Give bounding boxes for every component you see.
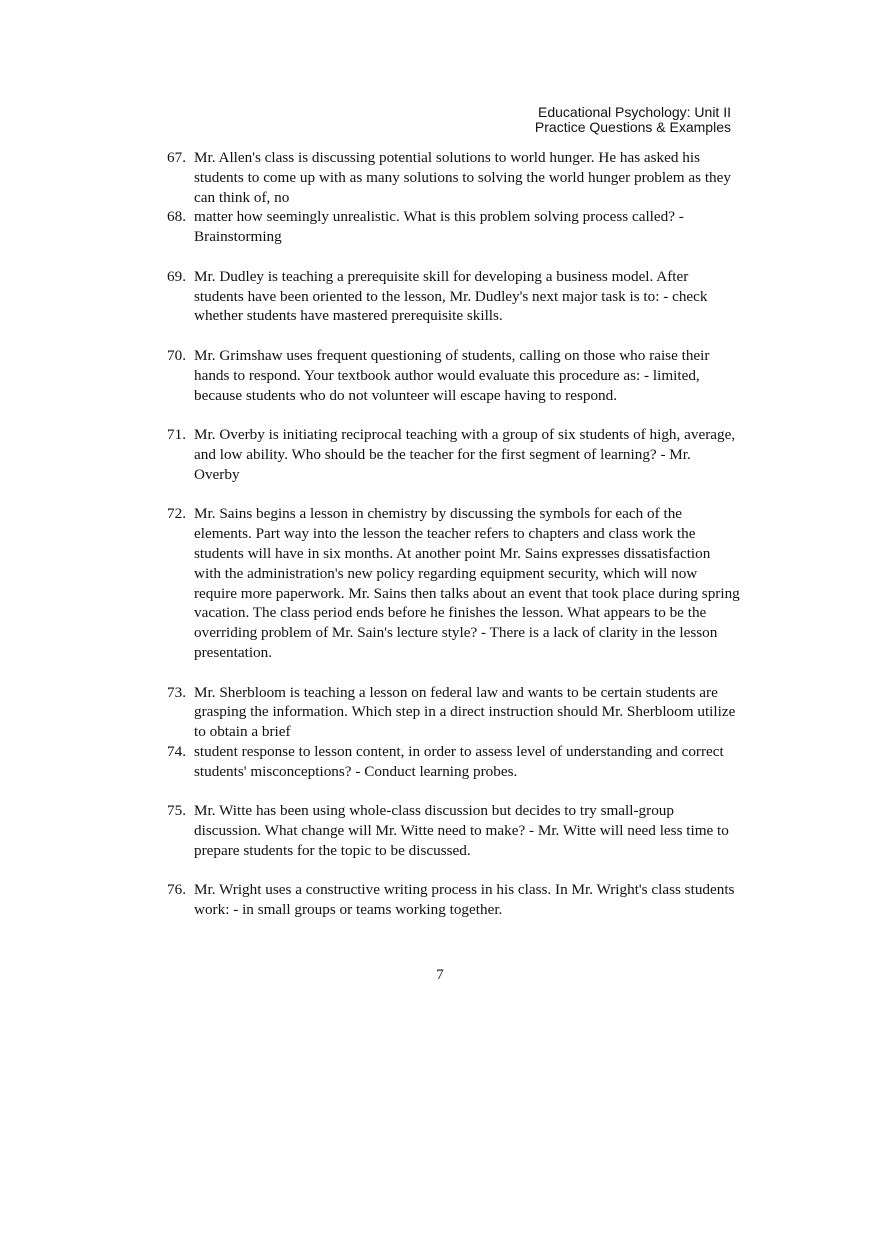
question-text-line: because students who do not volunteer will escape having to respond. — [194, 386, 618, 404]
question-item — [167, 148, 747, 207]
question-text-line: students' misconceptions? - Conduct learning probes. — [194, 762, 518, 780]
question-text-line: Mr. Allen's class is discussing potential solutions to world hunger. He has asked his — [194, 149, 700, 166]
question-number: 76. — [167, 881, 186, 899]
question-number: 71. — [167, 426, 186, 444]
question-item — [167, 880, 747, 920]
question-number: 67. — [167, 149, 186, 166]
header-title: Educational Psychology: Unit II — [538, 104, 731, 120]
question-text-line: elements. Part way into the lesson the teacher refers to chapters and class work the — [194, 525, 696, 543]
question-text-line: and low ability. Who should be the teacher for the first segment of learning? - Mr. — [194, 445, 691, 463]
question-text-line: Brainstorming — [194, 228, 282, 246]
question-text-line: grasping the information. Which step in a direct instruction should Mr. Sherbloom utilize — [194, 703, 736, 721]
item-spacer — [167, 485, 747, 505]
item-spacer — [167, 247, 747, 267]
question-text-line: students will have in six months. At another point Mr. Sains expresses dissatisfaction — [194, 544, 711, 562]
question-text-line: can think of, no — [194, 188, 290, 206]
question-text-line: matter how seemingly unrealistic. What is this problem solving process called? - — [194, 208, 684, 226]
question-text-line: Mr. Sherbloom is teaching a lesson on federal law and wants to be certain students are — [194, 683, 718, 701]
question-text-line: students have been oriented to the lesson, Mr. Dudley's next major task is to: - check — [194, 287, 708, 305]
page-number: 7 — [436, 967, 444, 983]
question-text-line: work: - in small groups or teams working together. — [194, 901, 503, 919]
question-text-line: overriding problem of Mr. Sain's lecture style? - There is a lack of clarity in the lesson — [194, 624, 718, 642]
question-text-line: vacation. The class period ends before he finishes the lesson. What appears to be the — [194, 604, 707, 622]
question-text-line: Overby — [194, 465, 240, 483]
item-spacer — [167, 782, 747, 802]
question-number: 70. — [167, 346, 186, 364]
question-text-line: Mr. Overby is initiating reciprocal teaching with a group of six students of high, average, — [194, 426, 736, 444]
question-text-line: Mr. Wright uses a constructive writing process in his class. In Mr. Wright's class students — [194, 881, 735, 899]
question-number: 73. — [167, 683, 186, 701]
question-text-line: Mr. Witte has been using whole-class discussion but decides to try small-group — [194, 802, 674, 820]
question-text-line: whether students have mastered prerequisite skills. — [194, 307, 503, 325]
question-item — [167, 267, 747, 326]
question-item — [167, 207, 747, 247]
question-text-line: Mr. Grimshaw uses frequent questioning of students, calling on those who raise their — [194, 346, 710, 364]
question-item — [167, 504, 747, 662]
question-item — [167, 801, 747, 860]
page-header — [535, 105, 731, 135]
question-text-line: with the administration's new policy regarding equipment security, which will now — [194, 564, 698, 582]
question-text-line: presentation. — [194, 643, 273, 661]
question-number: 74. — [167, 742, 186, 760]
item-spacer — [167, 405, 747, 425]
question-text-line: to obtain a brief — [194, 723, 291, 741]
question-text-line: Mr. Dudley is teaching a prerequisite skill for developing a business model. After — [194, 267, 689, 285]
question-number: 68. — [167, 208, 186, 226]
question-item — [167, 425, 747, 484]
item-spacer — [167, 663, 747, 683]
question-list — [167, 148, 747, 920]
question-text-line: students to come up with as many solutions to solving the world hunger problem as they — [194, 168, 731, 186]
header-subtitle: Practice Questions & Examples — [534, 119, 731, 135]
question-text-line: prepare students for the topic to be discussed. — [194, 841, 471, 859]
question-text-line: student response to lesson content, in order to assess level of understanding and correct — [194, 742, 724, 760]
item-spacer — [167, 326, 747, 346]
question-number: 75. — [167, 802, 186, 820]
question-text-line: discussion. What change will Mr. Witte need to make? - Mr. Witte will need less time to — [194, 822, 729, 840]
question-text-line: hands to respond. Your textbook author would evaluate this procedure as: - limited, — [194, 366, 700, 384]
question-number: 69. — [167, 267, 186, 285]
question-text-line: Mr. Sains begins a lesson in chemistry by discussing the symbols for each of the — [194, 505, 683, 523]
question-number: 72. — [167, 505, 186, 523]
question-item — [167, 346, 747, 405]
question-item — [167, 742, 747, 782]
question-item — [167, 683, 747, 742]
item-spacer — [167, 861, 747, 881]
question-text-line: require more paperwork. Mr. Sains then talks about an event that took place during spring — [194, 584, 740, 602]
